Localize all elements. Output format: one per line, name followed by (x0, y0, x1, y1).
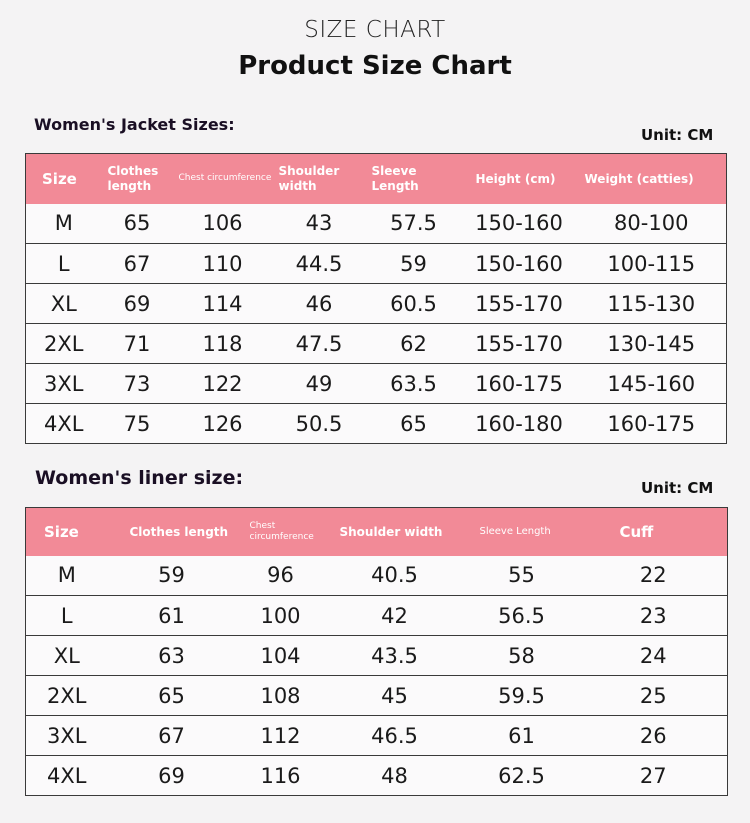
jacket-table-row (26, 204, 727, 244)
jacket-cell: 75 (102, 404, 173, 444)
liner-cell: 112 (236, 716, 326, 756)
liner-cell: 26 (580, 716, 728, 756)
jacket-header-weight: Weight (catties) (577, 154, 727, 204)
liner-cell: 58 (464, 636, 580, 676)
liner-cell: 104 (236, 636, 326, 676)
liner-cell: 59.5 (464, 676, 580, 716)
jacket-cell: 57.5 (390, 211, 437, 236)
jacket-cell: 106 (202, 211, 243, 236)
liner-unit-label: Unit: CM (641, 479, 714, 497)
liner-cell: L (26, 596, 108, 636)
jacket-cell: 62 (366, 324, 462, 364)
jacket-cell: 2XL (26, 324, 102, 364)
jacket-cell: 160-175 (577, 404, 727, 444)
liner-cell: XL (26, 636, 108, 676)
jacket-header-size: Size (26, 154, 102, 204)
jacket-header-shoulder: Shoulder width (273, 154, 366, 204)
liner-header-chest: Chest circumference (236, 508, 326, 556)
jacket-cell: 44.5 (273, 244, 366, 284)
jacket-header-sleeve: Sleeve Length (366, 154, 462, 204)
liner-cell: 116 (236, 756, 326, 796)
liner-table-row (26, 676, 728, 716)
jacket-cell: 100-115 (577, 244, 727, 284)
jacket-cell: 71 (102, 324, 173, 364)
liner-size-table (25, 507, 728, 796)
page-title: Product Size Chart (238, 51, 512, 81)
jacket-cell: L (26, 244, 102, 284)
jacket-unit-label: Unit: CM (641, 126, 714, 144)
jacket-cell: 150-160 (462, 244, 577, 284)
jacket-size-table (25, 153, 727, 444)
jacket-cell: 69 (102, 284, 173, 324)
jacket-cell: 155-170 (462, 324, 577, 364)
jacket-table-row (26, 284, 727, 324)
jacket-cell: XL (26, 284, 102, 324)
liner-cell: 25 (580, 676, 728, 716)
liner-cell: 69 (108, 756, 236, 796)
liner-cell: 96 (267, 563, 294, 588)
liner-table-row (26, 596, 728, 636)
liner-cell: 67 (108, 716, 236, 756)
jacket-cell: 65 (123, 211, 151, 236)
liner-cell: M (57, 563, 76, 588)
jacket-table-row (26, 404, 727, 444)
jacket-cell: 47.5 (273, 324, 366, 364)
jacket-cell: 59 (366, 244, 462, 284)
liner-header-sleeve: Sleeve Length (464, 508, 580, 556)
liner-cell: 62.5 (464, 756, 580, 796)
liner-cell: 61 (464, 716, 580, 756)
jacket-cell: 110 (173, 244, 273, 284)
page-kicker: SIZE CHART (304, 17, 446, 43)
jacket-cell: 3XL (26, 364, 102, 404)
jacket-cell: 126 (173, 404, 273, 444)
liner-cell: 108 (236, 676, 326, 716)
jacket-cell: 160-180 (462, 404, 577, 444)
jacket-cell: 60.5 (366, 284, 462, 324)
jacket-table-row (26, 324, 727, 364)
liner-cell: 43.5 (326, 636, 464, 676)
jacket-cell: 155-170 (462, 284, 577, 324)
liner-cell: 48 (326, 756, 464, 796)
liner-header-cuff: Cuff (580, 508, 728, 556)
liner-header-row (26, 508, 728, 556)
jacket-cell: 43 (305, 211, 333, 236)
jacket-cell: M (54, 211, 73, 236)
jacket-cell: 4XL (26, 404, 102, 444)
jacket-cell: 65 (366, 404, 462, 444)
liner-cell: 27 (580, 756, 728, 796)
jacket-cell: 80-100 (614, 211, 689, 236)
liner-cell: 61 (108, 596, 236, 636)
liner-header-clothes-length: Clothes length (108, 508, 236, 556)
jacket-header-height: Height (cm) (462, 154, 577, 204)
jacket-section-title: Women's Jacket Sizes: (34, 115, 235, 134)
jacket-table-row (26, 244, 727, 284)
liner-cell: 24 (580, 636, 728, 676)
jacket-cell: 73 (102, 364, 173, 404)
liner-cell: 55 (508, 563, 535, 588)
liner-cell: 46.5 (326, 716, 464, 756)
jacket-cell: 67 (102, 244, 173, 284)
liner-header-shoulder: Shoulder width (326, 508, 464, 556)
jacket-cell: 49 (273, 364, 366, 404)
jacket-cell: 160-175 (462, 364, 577, 404)
liner-table-row (26, 556, 728, 596)
jacket-cell: 63.5 (366, 364, 462, 404)
jacket-cell: 122 (173, 364, 273, 404)
liner-cell: 2XL (26, 676, 108, 716)
jacket-cell: 115-130 (577, 284, 727, 324)
jacket-header-chest: Chest circumference (173, 154, 273, 204)
liner-cell: 63 (108, 636, 236, 676)
jacket-cell: 145-160 (577, 364, 727, 404)
jacket-cell: 114 (173, 284, 273, 324)
jacket-cell: 150-160 (475, 211, 563, 236)
liner-cell: 4XL (26, 756, 108, 796)
page-header (0, 0, 750, 81)
liner-cell: 22 (639, 563, 667, 588)
jacket-cell: 46 (273, 284, 366, 324)
liner-cell: 23 (580, 596, 728, 636)
liner-cell: 42 (326, 596, 464, 636)
liner-cell: 45 (326, 676, 464, 716)
jacket-cell: 50.5 (273, 404, 366, 444)
liner-cell: 56.5 (464, 596, 580, 636)
liner-table-row (26, 716, 728, 756)
liner-header-size: Size (26, 508, 108, 556)
jacket-cell: 130-145 (577, 324, 727, 364)
liner-cell: 3XL (26, 716, 108, 756)
liner-cell: 59 (158, 563, 185, 588)
liner-table-row (26, 636, 728, 676)
liner-cell: 40.5 (371, 563, 418, 588)
jacket-header-clothes-length: Clothes length (102, 154, 173, 204)
jacket-cell: 118 (173, 324, 273, 364)
liner-cell: 100 (236, 596, 326, 636)
liner-table-row (26, 756, 728, 796)
liner-cell: 65 (108, 676, 236, 716)
jacket-table-row (26, 364, 727, 404)
liner-section-title: Women's liner size: (35, 467, 244, 489)
jacket-header-row (26, 154, 727, 204)
